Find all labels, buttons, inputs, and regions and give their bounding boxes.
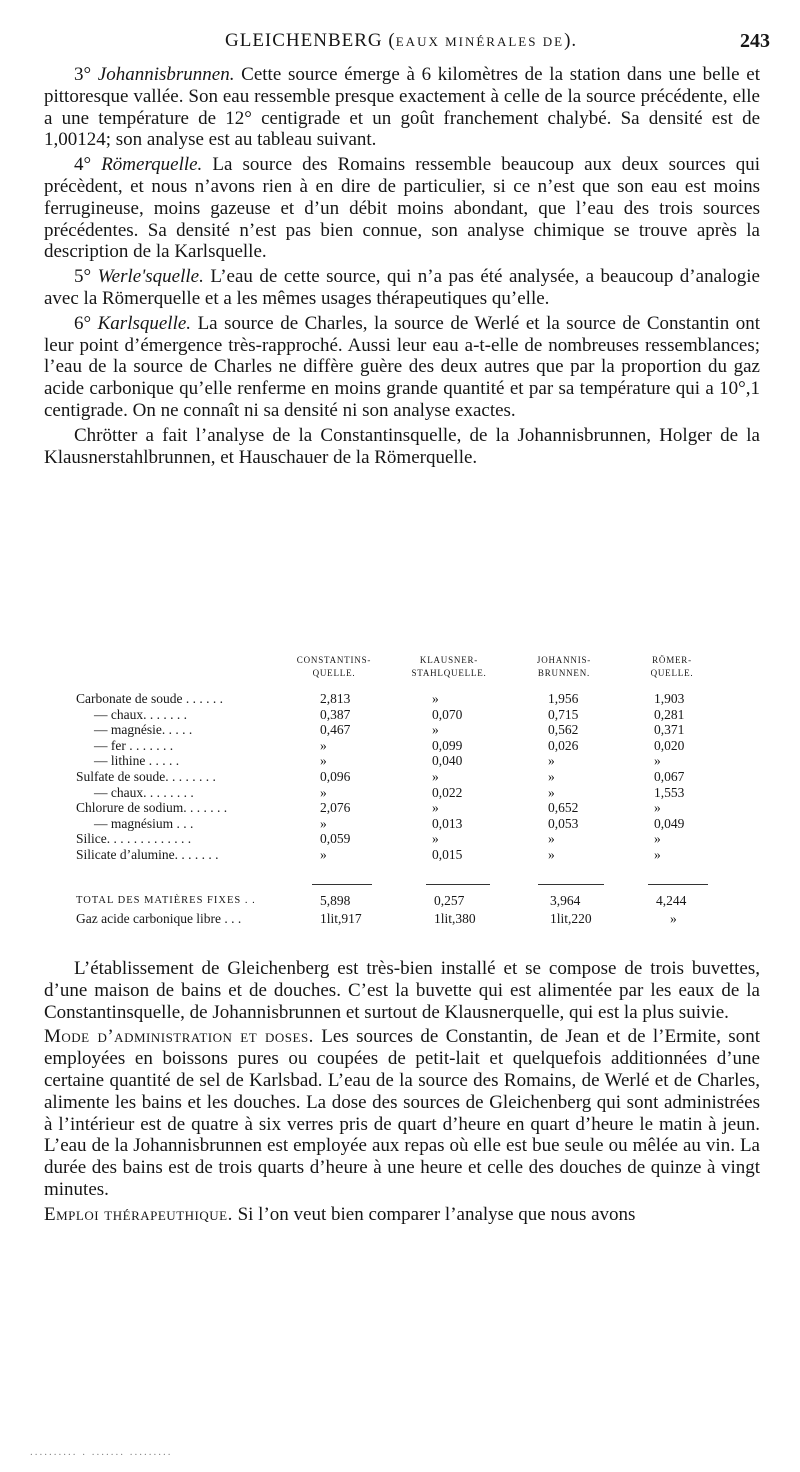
cell-value: 0,715: [548, 706, 579, 722]
paragraph-etablissement: [44, 958, 760, 1023]
running-title-main: GLEICHENBERG (: [225, 30, 396, 51]
gas-row: [76, 911, 726, 929]
cell-value: »: [654, 831, 661, 847]
column-header-constantinsquelle: [286, 654, 382, 680]
cell-value: 0,022: [432, 784, 463, 800]
cell-value: »: [320, 753, 327, 769]
column-header-johannisbrunnen: [516, 654, 612, 680]
paragraph-lead-italic: Johannisbrunnen.: [97, 64, 235, 85]
cell-value: 0,067: [654, 768, 685, 784]
paragraph-lead: 3°: [74, 64, 98, 85]
cell-value: »: [548, 753, 555, 769]
running-title: [225, 30, 577, 52]
row-label: Sulfate de soude. . . . . . . .: [76, 768, 216, 784]
row-label: Carbonate de soude . . . . . .: [76, 691, 223, 706]
cell-value: 0,387: [320, 706, 351, 722]
cell-value: 0,096: [320, 768, 351, 784]
row-label: Silice. . . . . . . . . . . . .: [76, 831, 192, 847]
column-header-line: QUELLE.: [312, 668, 356, 678]
body-text-top: [44, 64, 760, 471]
column-johannisbrunnen: [548, 691, 626, 863]
paragraph-text: Cette source émerge à 6 kilomètres de la station dans une belle et pittoresque vallée. Son eau ressemble presque exactement à celle de la source précédente, elle a une température de 12° centigrade et un goût franchement chalybé. Sa densité est de 1,00124; son analyse est au tableau suivant.: [44, 64, 760, 151]
column-romerquelle: [654, 691, 732, 863]
paragraph-mode-administration: [44, 1026, 760, 1200]
cell-value: 0,281: [654, 706, 685, 722]
cell-value: 0,013: [432, 815, 463, 831]
column-header-line: RÖMER-: [652, 655, 692, 665]
cell-value: 0,015: [432, 846, 463, 862]
column-header-klausnerstahlquelle: [401, 654, 497, 680]
cell-value: »: [654, 846, 661, 862]
cell-value: »: [432, 831, 439, 847]
cell-value: 2,076: [320, 800, 351, 816]
paragraph-lead: 4°: [74, 154, 102, 176]
paragraph-text: La source de Charles, la source de Werlé et la source de Constantin ont leur point d’émergence très-rapproché. Aussi leur eau a-t-elle de nombreuses ressemblances; l’eau de la source de Charles ne diffère guère des deux autres que par la proportion du gaz acide carbonique qu’elle renferme en moins grande quantité et par sa température qui a 10°,1 centigrade. On ne connaît ni sa densité ni son analyse exactes.: [44, 312, 760, 421]
cell-value: »: [320, 737, 327, 753]
gas-value: »: [670, 911, 677, 926]
cell-value: 0,053: [548, 815, 579, 831]
row-label: — magnésium . . .: [94, 815, 194, 831]
gas-value: 1lit,220: [550, 911, 592, 926]
cell-value: »: [548, 768, 555, 784]
column-header-romerquelle: [624, 654, 720, 680]
cell-value: »: [654, 753, 661, 769]
cell-value: 0,371: [654, 722, 685, 738]
cell-value: »: [432, 768, 439, 784]
column-klausnerstahlquelle: [432, 691, 510, 863]
cell-value: 0,070: [432, 706, 463, 722]
cell-value: »: [432, 722, 439, 738]
paragraph-text: L’établissement de Gleichenberg est très-bien installé et se compose de trois buvettes, d’une maison de bains et de douches. C’est la buvette qui est alimentée par les eaux de la Constantinsquelle, de Johannisbrunnen et surtout de Klausnerquelle, qui est la plus suivie.: [44, 958, 760, 1023]
cell-value: 1,553: [654, 784, 685, 800]
cell-value: 0,020: [654, 737, 685, 753]
row-label: Chlorure de sodium. . . . . . .: [76, 800, 228, 816]
cell-value: »: [548, 846, 555, 862]
cell-value: 0,562: [548, 722, 579, 738]
cell-value: 0,467: [320, 722, 351, 738]
column-header-line: CONSTANTINS-: [296, 655, 372, 665]
row-label: — lithine . . . . .: [94, 753, 180, 769]
total-value: 3,964: [550, 893, 581, 908]
paragraph-lead: 5°: [74, 266, 98, 288]
column-header-line: BRUNNEN.: [537, 668, 591, 678]
paragraph-romerquelle: [44, 154, 760, 263]
running-head: [40, 30, 770, 58]
cell-value: 2,813: [320, 691, 351, 706]
cell-value: 0,059: [320, 831, 351, 847]
total-row: [76, 893, 726, 911]
cell-value: »: [432, 691, 439, 706]
cell-value: »: [548, 784, 555, 800]
gas-label: Gaz acide carbonique libre . . .: [76, 911, 242, 926]
paragraph-lead-italic: Karlsquelle.: [97, 312, 192, 334]
total-label: TOTAL DES MATIÈRES FIXES . .: [76, 895, 256, 906]
column-header-line: QUELLE.: [650, 668, 694, 678]
paragraph-text: Si l’on veut bien comparer l’analyse que nous avons: [232, 1203, 636, 1225]
paragraph-karlsquelle: [44, 313, 760, 422]
row-label: Silicate d’alumine. . . . . . .: [76, 846, 219, 862]
gas-value: 1lit,917: [320, 911, 362, 926]
total-rule: [312, 884, 372, 885]
row-label: — magnésie. . . . .: [94, 722, 193, 738]
cell-value: 0,099: [432, 737, 463, 753]
row-labels: [76, 691, 286, 863]
footer-rule: .......... . ....... .........: [30, 1446, 173, 1458]
cell-value: 0,026: [548, 737, 579, 753]
cell-value: 1,956: [548, 691, 579, 706]
total-rule: [426, 884, 490, 885]
paragraph-johannisbrunnen: [44, 64, 760, 151]
cell-value: »: [320, 784, 327, 800]
cell-value: 0,040: [432, 753, 463, 769]
total-value: 4,244: [656, 893, 687, 908]
cell-value: 0,049: [654, 815, 685, 831]
total-rule: [538, 884, 604, 885]
cell-value: »: [432, 800, 439, 816]
row-label: — chaux. . . . . . . .: [94, 784, 194, 800]
cell-value: »: [320, 846, 327, 862]
total-value: 0,257: [434, 893, 465, 908]
paragraph-werlesquelle: [44, 266, 760, 310]
page-number: 243: [740, 30, 770, 52]
cell-value: »: [320, 815, 327, 831]
cell-value: »: [548, 831, 555, 847]
total-value: 5,898: [320, 893, 351, 908]
cell-value: 0,652: [548, 800, 579, 816]
column-constantinsquelle: [320, 691, 398, 863]
paragraph-text: L’eau de cette source, qui n’a pas été analysée, a beaucoup d’analogie avec la Römerquelle et a les mêmes usages thérapeutiques qu’elle.: [44, 266, 760, 309]
paragraph-analyses: [44, 425, 760, 469]
column-header-line: STAHLQUELLE.: [411, 668, 487, 678]
cell-value: »: [654, 800, 661, 816]
row-label: — fer . . . . . . .: [94, 737, 174, 753]
paragraph-text: La source des Romains ressemble beaucoup aux deux sources qui précèdent, et nous n’avons rien à en dire de particulier, si ce n’est que son eau est moins ferrugineuse, moins gazeuse et d’un débit moins abondant, que l’eau des trois sources précédentes. Sa densité n’est pas bien connue, son analyse chimique se trouve après la description de la Karlsquelle.: [44, 154, 760, 263]
paragraph-text: Chrötter a fait l’analyse de la Constantinsquelle, de la Johannisbrunnen, Holger de la Klausnerstahlbrunnen, et Hauschauer de la Römerquelle.: [44, 424, 760, 468]
paragraph-lead-smallcaps: Emploi thérapeuthique.: [44, 1203, 233, 1225]
paragraph-text: Les sources de Constantin, de Jean et de l’Ermite, sont employées en boissons pures ou coupées de petit-lait et quelquefois additionnées d’une certaine quantité de sel de Karlsbad. L’eau de la source des Romains, de Werlé et de Charles, alimente les bains et les douches. La dose des sources de Gleichenberg qui sont administrées à l’intérieur est de quatre à six verres pris de quart d’heure en quart d’heure le matin à jeun. L’eau de la Johannisbrunnen est employée aux repas où elle est bue seule ou mêlée au vin. La durée des bains est de trois quarts d’heure à une heure et celle des douches de quinze à vingt minutes.: [44, 1026, 760, 1200]
paragraph-lead-italic: Werle'squelle.: [97, 266, 204, 288]
running-title-end: ).: [564, 30, 578, 51]
body-text-bottom: [44, 958, 760, 1229]
gas-value: 1lit,380: [434, 911, 476, 926]
row-label: — chaux. . . . . . .: [94, 706, 187, 722]
column-header-line: JOHANNIS-: [536, 655, 592, 665]
total-rule: [648, 884, 708, 885]
running-title-smallcaps: EAUX MINÉRALES DE: [395, 34, 565, 49]
table-totals: [76, 893, 726, 929]
paragraph-emploi-therapeutique: [44, 1204, 760, 1226]
paragraph-lead-smallcaps: Mode d’administration et doses.: [44, 1026, 314, 1048]
column-header-line: KLAUSNER-: [419, 655, 479, 665]
paragraph-lead: 6°: [74, 312, 98, 334]
cell-value: 1,903: [654, 691, 685, 706]
paragraph-lead-italic: Römerquelle.: [101, 154, 203, 176]
